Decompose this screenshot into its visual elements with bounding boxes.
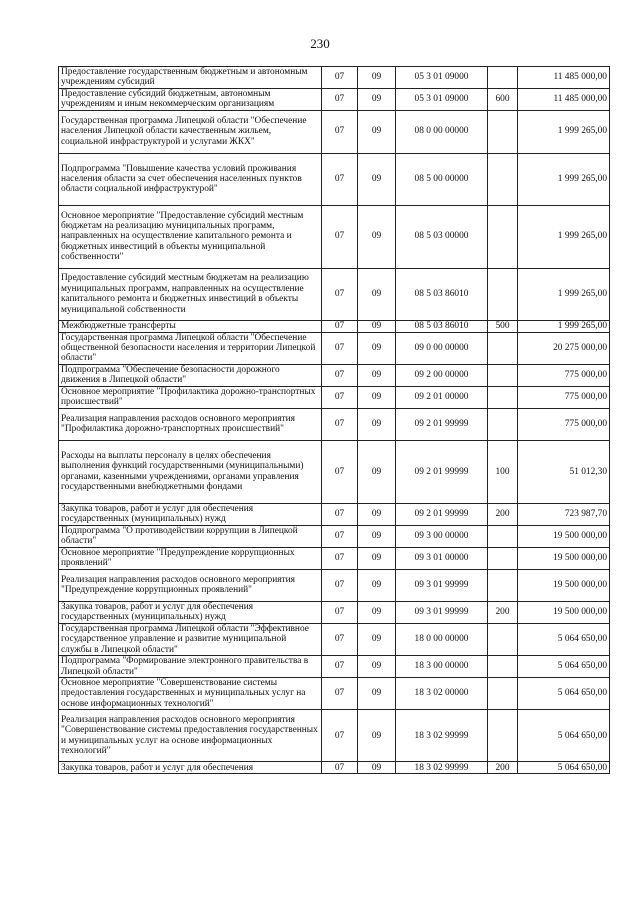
expense-type-cell (488, 569, 518, 601)
sum-cell: 11 485 000,00 (518, 88, 610, 110)
expense-type-cell (488, 547, 518, 569)
expense-type-cell: 100 (488, 440, 518, 503)
expense-type-cell (488, 710, 518, 762)
subsection-cell: 09 (358, 153, 396, 205)
target-article-cell: 09 3 01 99999 (396, 569, 488, 601)
item-name-cell: Межбюджетные трансферты (59, 320, 322, 332)
subsection-cell: 09 (358, 525, 396, 547)
target-article-cell: 08 5 03 86010 (396, 320, 488, 332)
budget-table-body (59, 67, 610, 774)
item-name-cell: Закупка товаров, работ и услуг для обеспечения (59, 762, 322, 774)
chapter-cell: 07 (322, 547, 358, 569)
chapter-cell: 07 (322, 88, 358, 110)
subsection-cell: 09 (358, 408, 396, 440)
sum-cell: 1 999 265,00 (518, 268, 610, 320)
chapter-cell: 07 (322, 110, 358, 153)
subsection-cell: 09 (358, 503, 396, 525)
target-article-cell: 09 2 01 99999 (396, 503, 488, 525)
subsection-cell: 09 (358, 386, 396, 408)
sum-cell: 775 000,00 (518, 386, 610, 408)
chapter-cell: 07 (322, 320, 358, 332)
table-row (59, 547, 610, 569)
table-row (59, 623, 610, 655)
target-article-cell: 08 5 03 00000 (396, 205, 488, 268)
item-name-cell: Основное мероприятие "Совершенствование системы предоставления государственных и муниципальных услуг на основе информационных технологий" (59, 678, 322, 710)
target-article-cell: 08 5 00 00000 (396, 153, 488, 205)
target-article-cell: 09 3 01 00000 (396, 547, 488, 569)
sum-cell: 5 064 650,00 (518, 678, 610, 710)
table-row (59, 762, 610, 774)
table-row (59, 525, 610, 547)
item-name-cell: Основное мероприятие "Предоставление субсидий местным бюджетам на реализацию муниципальных программ, направленных на осуществление капитального ремонта и бюджетных инвестиций в объекты муниципальной собственности" (59, 205, 322, 268)
table-row (59, 678, 610, 710)
chapter-cell: 07 (322, 710, 358, 762)
table-row (59, 710, 610, 762)
chapter-cell: 07 (322, 67, 358, 89)
sum-cell: 5 064 650,00 (518, 656, 610, 678)
subsection-cell: 09 (358, 623, 396, 655)
target-article-cell: 18 3 00 00000 (396, 656, 488, 678)
expense-type-cell (488, 67, 518, 89)
table-row (59, 386, 610, 408)
expense-type-cell (488, 205, 518, 268)
chapter-cell: 07 (322, 678, 358, 710)
target-article-cell: 09 2 00 00000 (396, 364, 488, 386)
target-article-cell: 09 3 00 00000 (396, 525, 488, 547)
item-name-cell: Государственная программа Липецкой области "Обеспечение населения Липецкой области качественным жильем, социальной инфраструктурой и услугами ЖКХ" (59, 110, 322, 153)
sum-cell: 775 000,00 (518, 408, 610, 440)
sum-cell: 5 064 650,00 (518, 710, 610, 762)
expense-type-cell: 600 (488, 88, 518, 110)
subsection-cell: 09 (358, 67, 396, 89)
target-article-cell: 08 0 00 00000 (396, 110, 488, 153)
target-article-cell: 09 0 00 00000 (396, 332, 488, 364)
expense-type-cell (488, 386, 518, 408)
target-article-cell: 18 3 02 00000 (396, 678, 488, 710)
target-article-cell: 05 3 01 09000 (396, 67, 488, 89)
chapter-cell: 07 (322, 601, 358, 623)
sum-cell: 1 999 265,00 (518, 205, 610, 268)
chapter-cell: 07 (322, 503, 358, 525)
sum-cell: 19 500 000,00 (518, 601, 610, 623)
target-article-cell: 18 3 02 99999 (396, 762, 488, 774)
subsection-cell: 09 (358, 569, 396, 601)
subsection-cell: 09 (358, 332, 396, 364)
sum-cell: 775 000,00 (518, 364, 610, 386)
item-name-cell: Предоставление субсидий бюджетным, автономным учреждениям и иным некоммерческим организациям (59, 88, 322, 110)
page-number: 230 (310, 36, 330, 51)
table-row (59, 205, 610, 268)
target-article-cell: 08 5 03 86010 (396, 268, 488, 320)
table-row (59, 440, 610, 503)
table-row (59, 153, 610, 205)
chapter-cell: 07 (322, 440, 358, 503)
target-article-cell: 09 3 01 99999 (396, 601, 488, 623)
item-name-cell: Закупка товаров, работ и услуг для обеспечения государственных (муниципальных) нужд (59, 503, 322, 525)
sum-cell: 723 987,70 (518, 503, 610, 525)
table-row (59, 67, 610, 89)
target-article-cell: 09 2 01 99999 (396, 408, 488, 440)
sum-cell: 51 012,30 (518, 440, 610, 503)
item-name-cell: Основное мероприятие "Профилактика дорожно-транспортных происшествий" (59, 386, 322, 408)
subsection-cell: 09 (358, 110, 396, 153)
sum-cell: 1 999 265,00 (518, 153, 610, 205)
chapter-cell: 07 (322, 525, 358, 547)
item-name-cell: Подпрограмма "Повышение качества условий проживания населения области за счет обеспечения населенных пунктов области социальной инфраструктурой" (59, 153, 322, 205)
table-row (59, 503, 610, 525)
target-article-cell: 09 2 01 99999 (396, 440, 488, 503)
subsection-cell: 09 (358, 205, 396, 268)
sum-cell: 11 485 000,00 (518, 67, 610, 89)
chapter-cell: 07 (322, 332, 358, 364)
item-name-cell: Реализация направления расходов основного мероприятия "Профилактика дорожно-транспортных происшествий" (59, 408, 322, 440)
item-name-cell: Предоставление субсидий местным бюджетам на реализацию муниципальных программ, направленных на осуществление капитального ремонта и бюджетных инвестиций в объекты муниципальной собственности (59, 268, 322, 320)
target-article-cell: 05 3 01 09000 (396, 88, 488, 110)
subsection-cell: 09 (358, 710, 396, 762)
subsection-cell: 09 (358, 656, 396, 678)
expense-type-cell: 500 (488, 320, 518, 332)
sum-cell: 1 999 265,00 (518, 110, 610, 153)
item-name-cell: Реализация направления расходов основного мероприятия "Предупреждение коррупционных проявлений" (59, 569, 322, 601)
expense-type-cell (488, 656, 518, 678)
table-row (59, 320, 610, 332)
subsection-cell: 09 (358, 440, 396, 503)
expense-type-cell (488, 623, 518, 655)
chapter-cell: 07 (322, 408, 358, 440)
expense-type-cell: 200 (488, 762, 518, 774)
expense-type-cell (488, 408, 518, 440)
subsection-cell: 09 (358, 364, 396, 386)
sum-cell: 1 999 265,00 (518, 320, 610, 332)
subsection-cell: 09 (358, 601, 396, 623)
expense-type-cell (488, 110, 518, 153)
chapter-cell: 07 (322, 569, 358, 601)
chapter-cell: 07 (322, 386, 358, 408)
chapter-cell: 07 (322, 656, 358, 678)
target-article-cell: 18 3 02 99999 (396, 710, 488, 762)
sum-cell: 5 064 650,00 (518, 762, 610, 774)
expense-type-cell (488, 678, 518, 710)
subsection-cell: 09 (358, 88, 396, 110)
expense-type-cell (488, 525, 518, 547)
table-row (59, 408, 610, 440)
expense-type-cell (488, 153, 518, 205)
target-article-cell: 18 0 00 00000 (396, 623, 488, 655)
subsection-cell: 09 (358, 268, 396, 320)
table-row (59, 332, 610, 364)
sum-cell: 20 275 000,00 (518, 332, 610, 364)
subsection-cell: 09 (358, 762, 396, 774)
subsection-cell: 09 (358, 678, 396, 710)
sum-cell: 5 064 650,00 (518, 623, 610, 655)
item-name-cell: Реализация направления расходов основного мероприятия "Совершенствование системы предоставления государственных и муниципальных услуг на основе информационных технологий" (59, 710, 322, 762)
item-name-cell: Подпрограмма "Обеспечение безопасности дорожного движения в Липецкой области" (59, 364, 322, 386)
item-name-cell: Основное мероприятие "Предупреждение коррупционных проявлений" (59, 547, 322, 569)
target-article-cell: 09 2 01 00000 (396, 386, 488, 408)
item-name-cell: Подпрограмма "Формирование электронного правительства в Липецкой области" (59, 656, 322, 678)
table-row (59, 656, 610, 678)
item-name-cell: Государственная программа Липецкой области "Эффективное государственное управление и развитие муниципальной службы в Липецкой области" (59, 623, 322, 655)
item-name-cell: Государственная программа Липецкой области "Обеспечение общественной безопасности населения и территории Липецкой области" (59, 332, 322, 364)
sum-cell: 19 500 000,00 (518, 547, 610, 569)
table-row (59, 88, 610, 110)
sum-cell: 19 500 000,00 (518, 569, 610, 601)
expense-type-cell (488, 268, 518, 320)
item-name-cell: Закупка товаров, работ и услуг для обеспечения государственных (муниципальных) нужд (59, 601, 322, 623)
item-name-cell: Расходы на выплаты персоналу в целях обеспечения выполнения функций государственными (муниципальными) органами, казенными учреждениями, органами управления государственными внебюджетными фондами (59, 440, 322, 503)
subsection-cell: 09 (358, 320, 396, 332)
chapter-cell: 07 (322, 623, 358, 655)
table-row (59, 110, 610, 153)
table-row (59, 268, 610, 320)
table-row (59, 601, 610, 623)
chapter-cell: 07 (322, 762, 358, 774)
table-row (59, 569, 610, 601)
item-name-cell: Предоставление государственным бюджетным и автономным учреждениям субсидий (59, 67, 322, 89)
budget-table (58, 66, 610, 774)
sum-cell: 19 500 000,00 (518, 525, 610, 547)
expense-type-cell (488, 332, 518, 364)
table-row (59, 364, 610, 386)
subsection-cell: 09 (358, 547, 396, 569)
item-name-cell: Подпрограмма "О противодействии коррупции в Липецкой области" (59, 525, 322, 547)
chapter-cell: 07 (322, 153, 358, 205)
expense-type-cell: 200 (488, 601, 518, 623)
expense-type-cell: 200 (488, 503, 518, 525)
expense-type-cell (488, 364, 518, 386)
chapter-cell: 07 (322, 268, 358, 320)
chapter-cell: 07 (322, 205, 358, 268)
chapter-cell: 07 (322, 364, 358, 386)
